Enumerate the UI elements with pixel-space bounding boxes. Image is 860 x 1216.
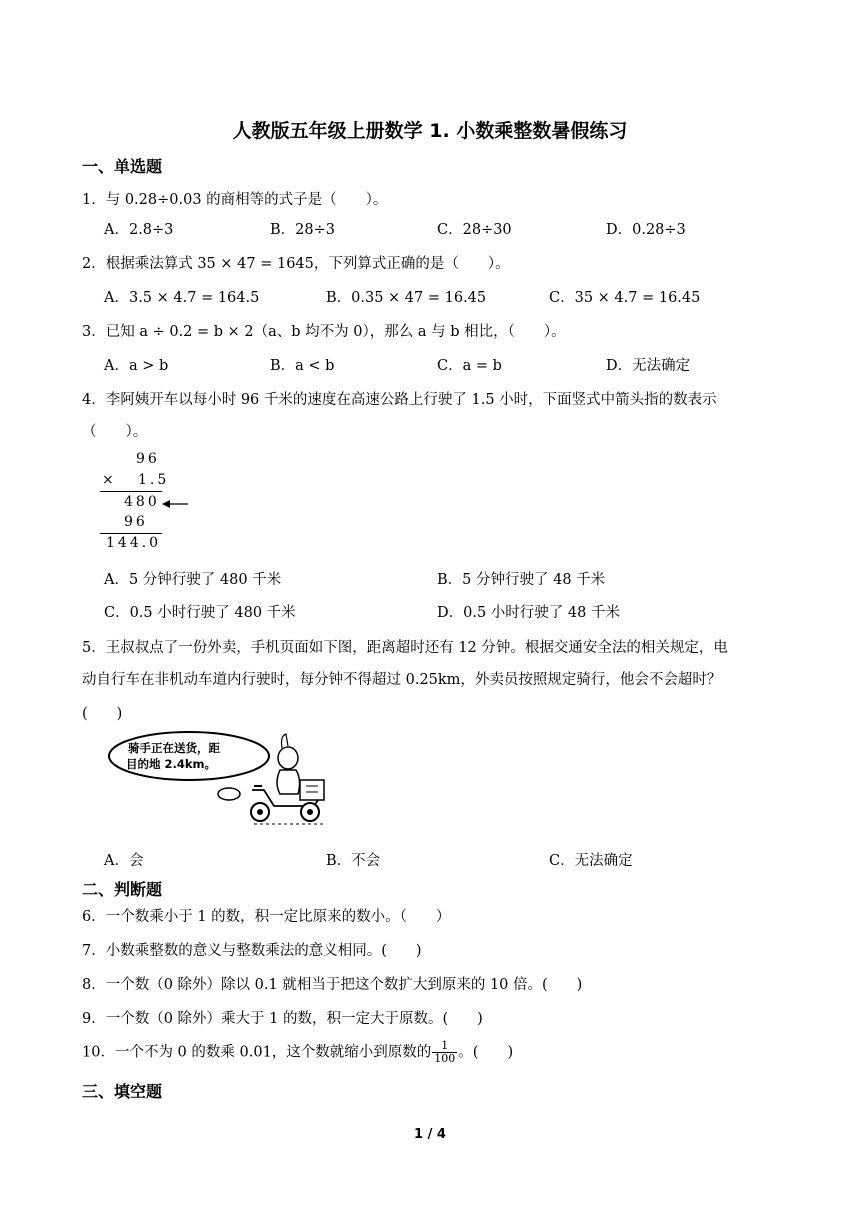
speech-bubble-line-2: 目的地 2.4km。 xyxy=(126,757,217,771)
question-3-option-b: B．a < b xyxy=(270,358,335,374)
calc-partial-product-1: 480 xyxy=(124,494,160,510)
question-4-stem: 4．李阿姨开车以每小时 96 千米的速度在高速公路上行驶了 1.5 小时，下面竖式中箭头指的数表示 xyxy=(82,392,717,408)
question-5-option-b: B．不会 xyxy=(326,853,381,869)
question-8: 8．一个数（0 除外）除以 0.1 就相当于把这个数扩大到原来的 10 倍。( ) xyxy=(82,977,583,993)
question-1-option-d: D．0.28÷3 xyxy=(606,222,686,238)
page-number: 1 / 4 xyxy=(414,1127,446,1142)
question-3-stem: 3．已知 a ÷ 0.2 = b × 2（a、b 均不为 0），那么 a 与 b 相比，（ ）。 xyxy=(82,324,566,340)
calc-rule-2 xyxy=(100,533,162,534)
section-heading-true-false: 二、判断题 xyxy=(82,880,163,899)
question-4-option-b: B．5 分钟行驶了 48 千米 xyxy=(437,572,606,588)
question-4-stem-continued: （ ）。 xyxy=(82,424,148,440)
question-1-option-b: B．28÷3 xyxy=(270,222,335,238)
question-5-stem-line3: ( ) xyxy=(82,706,123,722)
question-9: 9．一个数（0 除外）乘大于 1 的数，积一定大于原数。( ) xyxy=(82,1011,483,1027)
question-4-option-a: A．5 分钟行驶了 480 千米 xyxy=(104,572,282,588)
question-5-option-c: C．无法确定 xyxy=(549,853,633,869)
question-2-option-c: C．35 × 4.7 = 16.45 xyxy=(549,290,701,306)
section-heading-single-choice: 一、单选题 xyxy=(82,157,163,176)
question-5-stem-line2: 动自行车在非机动车道内行驶时，每分钟不得超过 0.25km，外卖员按照规定骑行，他会不会超时？ xyxy=(82,672,722,688)
question-4-option-c: C．0.5 小时行驶了 480 千米 xyxy=(104,605,296,621)
speech-bubble-line-1: 骑手正在送货，距 xyxy=(128,741,220,755)
delivery-illustration xyxy=(104,728,334,828)
question-10-text: 10．一个不为 0 的数乘 0.01，这个数就缩小到原数的 xyxy=(82,1044,432,1061)
question-2-option-b: B．0.35 × 47 = 16.45 xyxy=(326,290,487,306)
question-2-stem: 2．根据乘法算式 35 × 47 = 1645，下列算式正确的是（ ）。 xyxy=(82,256,510,272)
question-1-option-a: A．2.8÷3 xyxy=(104,222,174,238)
question-7: 7．小数乘整数的意义与整数乘法的意义相同。( ) xyxy=(82,943,422,959)
fraction-numerator: 1 xyxy=(432,1040,457,1053)
question-1-stem: 1．与 0.28÷0.03 的商相等的式子是（ ）。 xyxy=(82,192,388,208)
question-1-option-c: C．28÷30 xyxy=(437,222,512,238)
vertical-multiplication xyxy=(100,448,190,560)
calc-multiplicand: 96 xyxy=(136,451,160,467)
question-5-stem: 5．王叔叔点了一份外卖，手机页面如下图，距离超时还有 12 分钟。根据交通安全法的相关规定，电 xyxy=(82,640,728,656)
fraction-one-hundredth xyxy=(432,1040,457,1065)
page-title: 人教版五年级上册数学 1. 小数乘整数暑假练习 xyxy=(232,120,628,142)
question-10-tail: 。( ) xyxy=(458,1044,514,1061)
calc-times-sign: × xyxy=(102,472,117,488)
calc-rule-1 xyxy=(100,491,162,492)
arrow-left-icon xyxy=(162,498,190,510)
question-3-option-d: D．无法确定 xyxy=(606,358,691,374)
question-5-option-a: A．会 xyxy=(104,853,144,869)
fraction-denominator: 100 xyxy=(434,1052,456,1065)
calc-multiplier: 1.5 xyxy=(138,472,170,488)
question-3-option-a: A．a > b xyxy=(104,358,169,374)
question-6: 6．一个数乘小于 1 的数，积一定比原来的数小。（ ） xyxy=(82,909,451,925)
calc-result: 144.0 xyxy=(106,535,162,551)
section-heading-fill-blank: 三、填空题 xyxy=(82,1082,163,1101)
calc-partial-product-2: 96 xyxy=(124,514,148,530)
question-10 xyxy=(82,1040,513,1065)
question-4-option-d: D．0.5 小时行驶了 48 千米 xyxy=(437,605,620,621)
question-3-option-c: C．a = b xyxy=(437,358,502,374)
question-2-option-a: A．3.5 × 4.7 = 164.5 xyxy=(104,290,260,306)
